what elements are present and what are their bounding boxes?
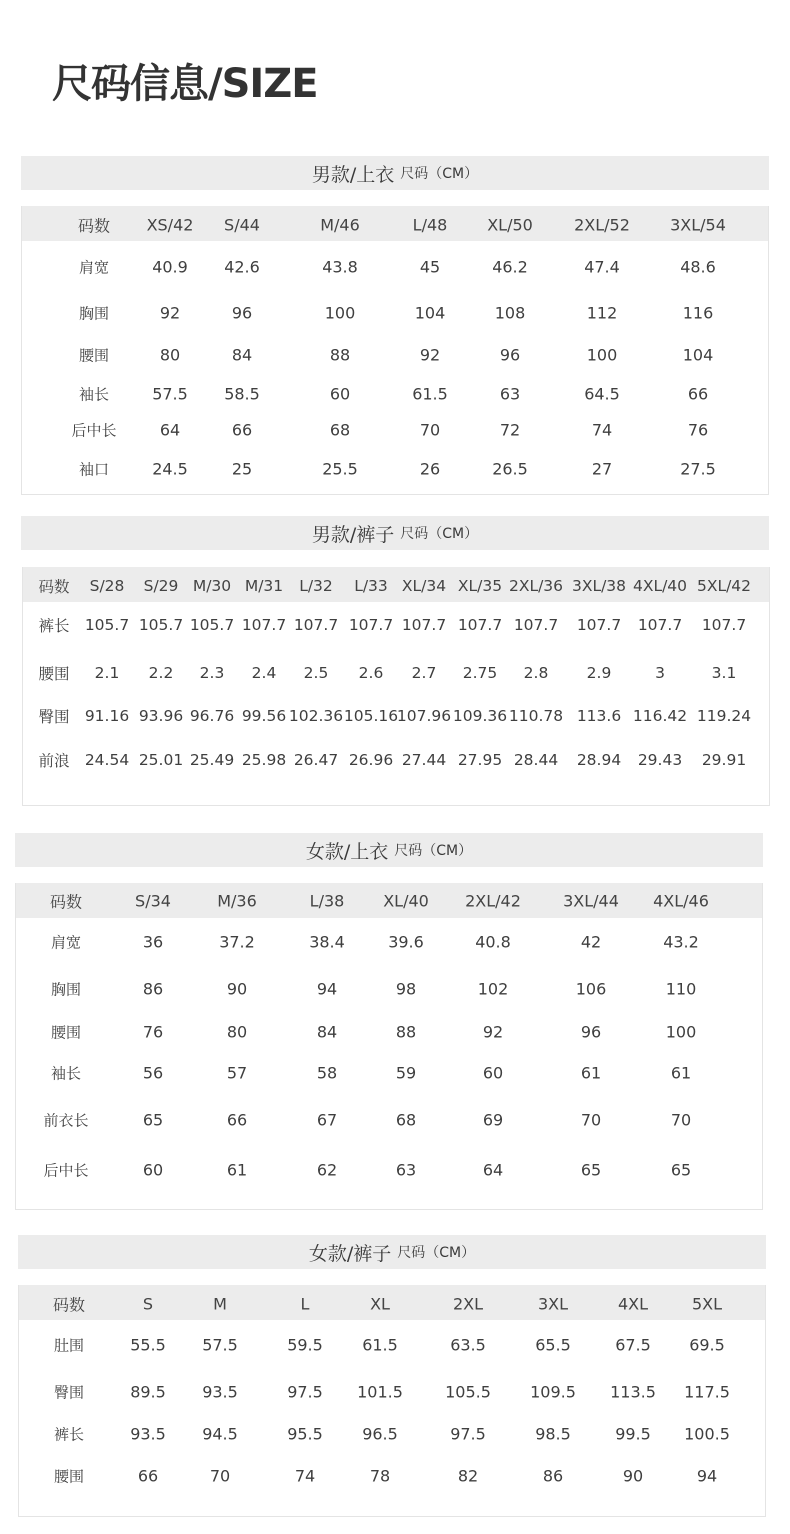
- measurement-label: 袖长: [78, 385, 110, 404]
- measurement-value: 64: [482, 1160, 504, 1180]
- measurement-value: 61: [580, 1063, 602, 1083]
- measurement-value: 113.5: [610, 1382, 656, 1402]
- measurement-value: 74: [294, 1466, 316, 1486]
- header-size-cell: 4XL/46: [653, 891, 709, 911]
- header-size-cell: XL/50: [487, 215, 533, 235]
- section-title: 男款/上衣: [311, 163, 395, 186]
- measurement-value: 59.5: [287, 1335, 323, 1355]
- section-title-bar: [21, 516, 769, 550]
- table-header-row: [22, 206, 768, 241]
- measurement-value: 96.76: [189, 707, 235, 725]
- measurement-value: 57: [226, 1063, 248, 1083]
- header-size-cell: M/46: [320, 215, 360, 235]
- measurement-value: 61: [670, 1063, 692, 1083]
- header-size-cell: 4XL/40: [632, 577, 688, 595]
- measurement-value: 105.7: [84, 616, 130, 634]
- header-size-cell: S/44: [224, 215, 260, 235]
- measurement-value: 107.7: [401, 616, 447, 634]
- size-table: [22, 567, 770, 806]
- measurement-value: 42.6: [224, 257, 260, 277]
- header-size-cell: L/48: [412, 215, 448, 235]
- size-table: [15, 883, 763, 1210]
- measurement-value: 92: [419, 345, 441, 365]
- table-header-row: [19, 1285, 765, 1320]
- header-size-cell: 3XL/44: [563, 891, 619, 911]
- measurement-label: 腰围: [78, 346, 110, 365]
- header-size-cell: 3XL/54: [670, 215, 726, 235]
- measurement-label: 腰围: [50, 1023, 82, 1042]
- measurement-value: 66: [231, 420, 253, 440]
- measurement-value: 3: [655, 664, 665, 682]
- measurement-value: 76: [687, 420, 709, 440]
- measurement-label: 肩宽: [78, 258, 110, 277]
- section-unit: 尺码（CM）: [397, 1245, 476, 1261]
- measurement-value: 26.5: [492, 459, 528, 479]
- measurement-value: 28.94: [576, 751, 622, 769]
- header-size-cell: S/28: [89, 577, 125, 595]
- measurement-label: 后中长: [71, 421, 117, 440]
- measurement-value: 107.7: [637, 616, 683, 634]
- measurement-value: 119.24: [696, 707, 752, 725]
- measurement-value: 70: [419, 420, 441, 440]
- section-unit: 尺码（CM）: [400, 166, 479, 182]
- measurement-value: 93.96: [138, 707, 184, 725]
- measurement-value: 66: [226, 1110, 248, 1130]
- measurement-value: 95.5: [287, 1424, 323, 1444]
- measurement-value: 80: [159, 345, 181, 365]
- measurement-value: 64: [159, 420, 181, 440]
- header-size-cell: L/38: [309, 891, 345, 911]
- measurement-value: 2.6: [358, 664, 384, 682]
- measurement-value: 65.5: [535, 1335, 571, 1355]
- measurement-value: 70: [580, 1110, 602, 1130]
- measurement-value: 96: [499, 345, 521, 365]
- measurement-value: 101.5: [357, 1382, 403, 1402]
- measurement-value: 107.7: [293, 616, 339, 634]
- measurement-value: 26: [419, 459, 441, 479]
- measurement-value: 2.5: [303, 664, 329, 682]
- measurement-value: 57.5: [152, 384, 188, 404]
- measurement-value: 112: [586, 303, 618, 323]
- measurement-value: 102.36: [288, 707, 344, 725]
- measurement-value: 40.8: [475, 932, 511, 952]
- header-size-cell: XS/42: [146, 215, 194, 235]
- measurement-label: 前浪: [38, 752, 70, 770]
- header-size-cell: 2XL/42: [465, 891, 521, 911]
- measurement-label: 裤长: [38, 617, 70, 635]
- measurement-value: 110: [665, 979, 697, 999]
- section-title: 男款/裤子: [311, 523, 395, 546]
- measurement-value: 56: [142, 1063, 164, 1083]
- measurement-value: 107.7: [348, 616, 394, 634]
- section-title-bar: [15, 833, 763, 867]
- measurement-value: 62: [316, 1160, 338, 1180]
- measurement-value: 2.3: [199, 664, 225, 682]
- measurement-value: 105.7: [189, 616, 235, 634]
- measurement-value: 47.4: [584, 257, 620, 277]
- measurement-value: 61.5: [412, 384, 448, 404]
- measurement-value: 100: [324, 303, 356, 323]
- measurement-value: 57.5: [202, 1335, 238, 1355]
- measurement-value: 2.9: [586, 664, 612, 682]
- header-size-cell: 5XL/42: [696, 577, 752, 595]
- measurement-value: 65: [580, 1160, 602, 1180]
- header-size-label: 码数: [52, 1295, 86, 1315]
- measurement-label: 胸围: [50, 980, 82, 999]
- measurement-value: 110.78: [508, 707, 564, 725]
- measurement-value: 113.6: [576, 707, 622, 725]
- measurement-value: 98: [395, 979, 417, 999]
- measurement-value: 84: [231, 345, 253, 365]
- measurement-value: 86: [542, 1466, 564, 1486]
- measurement-value: 80: [226, 1022, 248, 1042]
- measurement-value: 94.5: [202, 1424, 238, 1444]
- measurement-label: 臀围: [38, 708, 70, 726]
- measurement-value: 27.5: [680, 459, 716, 479]
- measurement-value: 63: [395, 1160, 417, 1180]
- measurement-value: 48.6: [680, 257, 716, 277]
- measurement-value: 72: [499, 420, 521, 440]
- measurement-value: 70: [670, 1110, 692, 1130]
- measurement-value: 27.95: [457, 751, 503, 769]
- measurement-value: 55.5: [130, 1335, 166, 1355]
- measurement-value: 82: [457, 1466, 479, 1486]
- measurement-value: 69.5: [689, 1335, 725, 1355]
- measurement-value: 94: [316, 979, 338, 999]
- header-size-cell: S/29: [143, 577, 179, 595]
- measurement-label: 后中长: [43, 1161, 89, 1180]
- measurement-value: 107.7: [701, 616, 747, 634]
- measurement-value: 107.7: [457, 616, 503, 634]
- measurement-value: 89.5: [130, 1382, 166, 1402]
- header-size-cell: 4XL: [617, 1294, 649, 1314]
- header-size-cell: XL: [370, 1294, 390, 1314]
- measurement-value: 91.16: [84, 707, 130, 725]
- measurement-value: 63.5: [450, 1335, 486, 1355]
- measurement-value: 90: [622, 1466, 644, 1486]
- measurement-value: 25.49: [189, 751, 235, 769]
- measurement-value: 104: [682, 345, 714, 365]
- header-size-cell: 3XL/38: [571, 577, 627, 595]
- measurement-value: 104: [414, 303, 446, 323]
- measurement-value: 3.1: [711, 664, 737, 682]
- measurement-value: 29.91: [701, 751, 747, 769]
- measurement-value: 27: [591, 459, 613, 479]
- header-size-cell: L/33: [354, 577, 388, 595]
- measurement-label: 裤长: [53, 1425, 85, 1444]
- measurement-value: 88: [329, 345, 351, 365]
- measurement-value: 2.4: [251, 664, 277, 682]
- measurement-value: 43.2: [663, 932, 699, 952]
- measurement-value: 100: [665, 1022, 697, 1042]
- measurement-value: 27.44: [401, 751, 447, 769]
- header-size-cell: 3XL: [537, 1294, 569, 1314]
- measurement-label: 袖长: [50, 1064, 82, 1083]
- measurement-value: 70: [209, 1466, 231, 1486]
- measurement-value: 66: [137, 1466, 159, 1486]
- measurement-label: 前衣长: [43, 1111, 89, 1130]
- measurement-value: 43.8: [322, 257, 358, 277]
- header-size-cell: L/32: [299, 577, 333, 595]
- measurement-value: 92: [482, 1022, 504, 1042]
- measurement-value: 86: [142, 979, 164, 999]
- measurement-value: 84: [316, 1022, 338, 1042]
- section-title-bar: [21, 156, 769, 190]
- measurement-value: 100.5: [684, 1424, 730, 1444]
- measurement-value: 107.7: [241, 616, 287, 634]
- measurement-value: 60: [329, 384, 351, 404]
- measurement-value: 93.5: [130, 1424, 166, 1444]
- measurement-value: 108: [494, 303, 526, 323]
- measurement-value: 69: [482, 1110, 504, 1130]
- header-size-cell: S: [142, 1294, 154, 1314]
- measurement-value: 105.7: [138, 616, 184, 634]
- measurement-label: 胸围: [78, 304, 110, 323]
- measurement-value: 105.16: [343, 707, 399, 725]
- measurement-value: 107.7: [513, 616, 559, 634]
- measurement-value: 117.5: [684, 1382, 730, 1402]
- header-size-cell: M: [213, 1294, 227, 1314]
- measurement-value: 66: [687, 384, 709, 404]
- measurement-value: 25.01: [138, 751, 184, 769]
- section-title: 女款/裤子: [308, 1242, 392, 1265]
- measurement-value: 106: [575, 979, 607, 999]
- measurement-value: 105.5: [445, 1382, 491, 1402]
- measurement-value: 24.5: [152, 459, 188, 479]
- measurement-label: 肩宽: [50, 933, 82, 952]
- measurement-value: 99.5: [615, 1424, 651, 1444]
- measurement-value: 100: [586, 345, 618, 365]
- header-size-cell: M/36: [217, 891, 257, 911]
- measurement-value: 2.7: [411, 664, 437, 682]
- header-size-cell: M/31: [244, 577, 284, 595]
- header-size-cell: M/30: [192, 577, 232, 595]
- measurement-value: 63: [499, 384, 521, 404]
- measurement-value: 25.5: [322, 459, 358, 479]
- header-size-cell: XL/40: [383, 891, 429, 911]
- measurement-value: 2.8: [523, 664, 549, 682]
- measurement-value: 46.2: [492, 257, 528, 277]
- measurement-value: 97.5: [287, 1382, 323, 1402]
- measurement-value: 116: [682, 303, 714, 323]
- measurement-value: 65: [142, 1110, 164, 1130]
- header-size-label: 码数: [38, 578, 70, 596]
- measurement-value: 96: [580, 1022, 602, 1042]
- measurement-value: 67.5: [615, 1335, 651, 1355]
- measurement-value: 2.1: [94, 664, 120, 682]
- measurement-value: 2.75: [462, 664, 498, 682]
- measurement-value: 45: [419, 257, 441, 277]
- header-size-cell: XL/35: [457, 577, 503, 595]
- measurement-value: 67: [316, 1110, 338, 1130]
- header-size-cell: L: [300, 1294, 310, 1314]
- measurement-value: 26.96: [348, 751, 394, 769]
- measurement-value: 60: [482, 1063, 504, 1083]
- measurement-value: 94: [696, 1466, 718, 1486]
- header-size-cell: XL/34: [401, 577, 447, 595]
- measurement-value: 58: [316, 1063, 338, 1083]
- measurement-value: 74: [591, 420, 613, 440]
- measurement-value: 98.5: [535, 1424, 571, 1444]
- measurement-value: 61: [226, 1160, 248, 1180]
- header-size-label: 码数: [49, 892, 83, 912]
- measurement-value: 102: [477, 979, 509, 999]
- measurement-value: 92: [159, 303, 181, 323]
- header-size-cell: 5XL: [691, 1294, 723, 1314]
- measurement-value: 93.5: [202, 1382, 238, 1402]
- measurement-value: 38.4: [309, 932, 345, 952]
- measurement-value: 99.56: [241, 707, 287, 725]
- measurement-value: 28.44: [513, 751, 559, 769]
- measurement-value: 116.42: [632, 707, 688, 725]
- header-size-cell: 2XL/36: [508, 577, 564, 595]
- header-size-cell: 2XL/52: [574, 215, 630, 235]
- measurement-value: 68: [395, 1110, 417, 1130]
- measurement-value: 26.47: [293, 751, 339, 769]
- measurement-value: 64.5: [584, 384, 620, 404]
- size-table: [18, 1285, 766, 1517]
- measurement-label: 腰围: [38, 665, 70, 683]
- measurement-value: 109.36: [452, 707, 508, 725]
- measurement-value: 78: [369, 1466, 391, 1486]
- measurement-value: 29.43: [637, 751, 683, 769]
- measurement-value: 107.96: [396, 707, 452, 725]
- measurement-value: 40.9: [152, 257, 188, 277]
- header-size-label: 码数: [77, 216, 111, 236]
- measurement-value: 97.5: [450, 1424, 486, 1444]
- measurement-value: 76: [142, 1022, 164, 1042]
- measurement-value: 68: [329, 420, 351, 440]
- measurement-value: 61.5: [362, 1335, 398, 1355]
- measurement-label: 袖口: [78, 460, 110, 479]
- measurement-value: 65: [670, 1160, 692, 1180]
- measurement-label: 肚围: [53, 1336, 85, 1355]
- measurement-value: 90: [226, 979, 248, 999]
- measurement-value: 59: [395, 1063, 417, 1083]
- measurement-value: 2.2: [148, 664, 174, 682]
- header-size-cell: S/34: [135, 891, 171, 911]
- measurement-value: 88: [395, 1022, 417, 1042]
- measurement-value: 25: [231, 459, 253, 479]
- section-title-bar: [18, 1235, 766, 1269]
- header-size-cell: 2XL: [452, 1294, 484, 1314]
- measurement-value: 36: [142, 932, 164, 952]
- measurement-value: 107.7: [576, 616, 622, 634]
- measurement-value: 60: [142, 1160, 164, 1180]
- measurement-label: 臀围: [53, 1383, 85, 1402]
- section-title: 女款/上衣: [305, 840, 389, 863]
- page-title: 尺码信息/SIZE: [52, 61, 318, 107]
- section-unit: 尺码（CM）: [394, 843, 473, 859]
- size-table: [21, 206, 769, 495]
- measurement-value: 25.98: [241, 751, 287, 769]
- measurement-label: 腰围: [53, 1467, 85, 1486]
- measurement-value: 96.5: [362, 1424, 398, 1444]
- measurement-value: 37.2: [219, 932, 255, 952]
- measurement-value: 42: [580, 932, 602, 952]
- measurement-value: 109.5: [530, 1382, 576, 1402]
- measurement-value: 58.5: [224, 384, 260, 404]
- measurement-value: 24.54: [84, 751, 130, 769]
- section-unit: 尺码（CM）: [400, 526, 479, 542]
- measurement-value: 96: [231, 303, 253, 323]
- measurement-value: 39.6: [388, 932, 424, 952]
